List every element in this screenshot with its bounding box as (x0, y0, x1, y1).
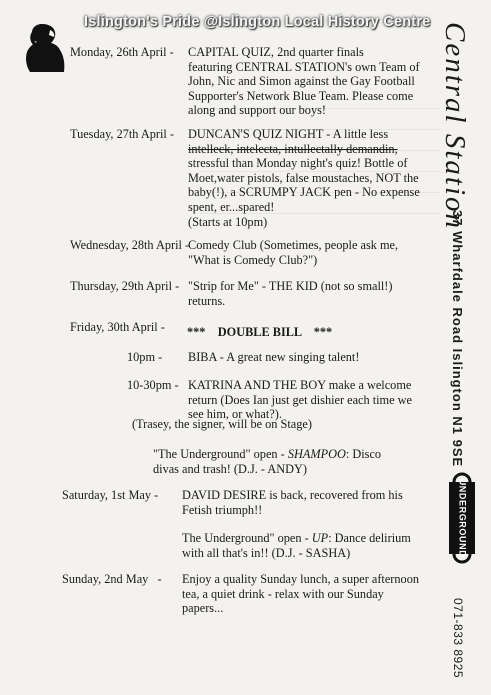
text-line: John, Nic and Simon against the Gay Football (188, 74, 415, 89)
double-bill-heading: *** DOUBLE BILL *** (187, 325, 333, 339)
event-friday-underground (153, 447, 433, 476)
event-monday (188, 45, 433, 118)
dancer-silhouette-icon (20, 22, 68, 74)
dj-night-name: UP (311, 531, 329, 545)
text-fragment: The Underground" open - (182, 531, 312, 545)
day-thursday: Thursday, 29th April - (70, 279, 180, 293)
text-line: with all that's in!! (D.J. - SASHA) (182, 545, 351, 560)
text-line: featuring CENTRAL STATION's own Team of (188, 59, 420, 74)
day-tuesday: Tuesday, 27th April - (70, 127, 174, 141)
struck-text-line: intelleck, intelecta, intullectally demandin, (188, 141, 398, 156)
text-line: Supporter's Network Blue Team. Please come (188, 88, 414, 103)
venue-address: 37 Wharfdale Road Islington N1 9SE (450, 210, 465, 468)
text-line: stressful than Monday night's quiz! Bottle of (188, 156, 408, 171)
dj-night-name: SHAMPOO (287, 447, 346, 461)
text-fragment: : Disco (345, 447, 382, 461)
text-line: "Strip for Me" - THE KID (not so small!) (188, 279, 393, 293)
text-fragment: "The Underground" open - (153, 447, 288, 461)
text-line: Fetish triumph!! (182, 502, 263, 517)
time-10pm: 10pm - (127, 350, 163, 364)
text-line: (Starts at 10pm) (188, 214, 268, 229)
text-line: tea, a quiet drink - relax with our Sunday (182, 586, 384, 601)
text-line (153, 447, 433, 462)
text-line: Comedy Club (Sometimes, people ask me, (188, 238, 399, 252)
underground-roundel-logo (448, 468, 476, 568)
text-line: CAPITAL QUIZ, 2nd quarter finals (188, 45, 364, 59)
event-friday-katrina (188, 378, 433, 422)
phone-number: 071-833 8925 (451, 598, 465, 679)
event-sunday (182, 572, 442, 616)
day-wednesday: Wednesday, 28th April - (70, 238, 190, 252)
signer-note: (Trasey, the signer, will be on Stage) (132, 417, 312, 431)
text-line: papers... (182, 601, 224, 616)
time-10-30pm: 10-30pm - (127, 378, 179, 392)
day-saturday: Saturday, 1st May - (62, 488, 159, 502)
text-line: KATRINA AND THE BOY make a welcome (188, 378, 412, 392)
event-saturday (182, 488, 427, 517)
archive-watermark: Islington's Pride @Islington Local History Centre (84, 14, 431, 30)
text-line: Enjoy a quality Sunday lunch, a super afternoon (182, 572, 419, 586)
text-line: Moet,water pistols, false moustaches, NOT the (188, 170, 419, 185)
event-friday-biba: BIBA - A great new singing talent! (188, 350, 360, 364)
text-line: "What is Comedy Club?") (188, 252, 318, 267)
text-line (182, 531, 427, 546)
text-line: see him, or what?). (188, 407, 282, 422)
text-line: baby(!), a SCRUMPY JACK pen - No expense (188, 185, 420, 200)
event-thursday (188, 279, 433, 308)
day-friday: Friday, 30th April - (70, 320, 165, 334)
text-fragment: : Dance delirium (328, 531, 411, 545)
event-wednesday (188, 238, 433, 267)
text-line: DUNCAN'S QUIZ NIGHT - A little less (188, 127, 389, 141)
venue-name: Central Station (439, 22, 471, 231)
text-line: along and support our boys! (188, 103, 326, 118)
event-tuesday (188, 127, 433, 229)
text-line: divas and trash! (D.J. - ANDY) (153, 461, 308, 476)
text-line: return (Does Ian just get dishier each time we (188, 392, 412, 407)
day-monday: Monday, 26th April - (70, 45, 174, 59)
event-saturday-underground (182, 531, 427, 560)
text-line: spent, er...spared! (188, 199, 275, 214)
text-line: DAVID DESIRE is back, recovered from his (182, 488, 403, 502)
text-line: returns. (188, 293, 226, 308)
day-sunday: Sunday, 2nd May - (62, 572, 162, 586)
roundel-text: UNDERGROUND (457, 478, 468, 558)
